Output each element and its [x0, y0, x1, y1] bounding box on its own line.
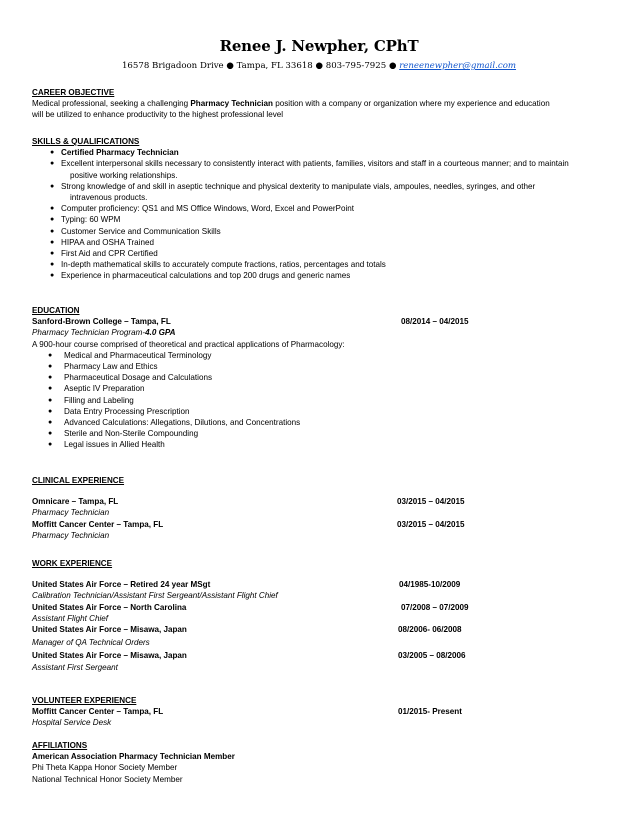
clinical-section — [32, 475, 606, 541]
education-description: A 900-hour course comprised of theoretical and practical applications of Pharmacology: — [32, 339, 345, 349]
clinical-heading: CLINICAL EXPERIENCE — [32, 476, 125, 485]
skill-item: ● Certified Pharmacy Technician — [32, 147, 606, 158]
course-item: ● Medical and Pharmaceutical Terminology — [32, 350, 606, 361]
clinical-employer: Moffitt Cancer Center – Tampa, FL — [32, 519, 164, 529]
skill-item: ● In-depth mathematical skills to accurately compute fractions, ratios, percentages and totals — [32, 259, 606, 270]
skills-section — [32, 136, 606, 282]
work-job-row — [32, 602, 606, 613]
work-title: Manager of QA Technical Orders — [32, 638, 150, 648]
education-school-row — [32, 316, 606, 327]
course-item: ● Legal issues in Allied Health — [32, 439, 606, 450]
education-section — [32, 305, 606, 451]
course-item: ● Aseptic IV Preparation — [32, 383, 606, 394]
objective-text-post: position with a company or organization where my experience and education — [273, 99, 550, 109]
education-course-list — [32, 350, 606, 451]
education-dates: 08/2014 – 04/2015 — [401, 317, 469, 327]
clinical-title: Pharmacy Technician — [32, 508, 110, 518]
work-title: Assistant First Sergeant — [32, 662, 118, 672]
work-dates: 08/2006- 06/2008 — [398, 624, 462, 634]
objective-section — [32, 87, 606, 121]
work-job-row — [32, 624, 606, 635]
volunteer-employer: Moffitt Cancer Center – Tampa, FL — [32, 707, 164, 717]
education-school: Sanford-Brown College – Tampa, FL — [32, 317, 171, 327]
work-dates: 03/2005 – 08/2006 — [398, 651, 466, 661]
objective-text-pre: Medical professional, seeking a challenging — [32, 99, 191, 109]
work-job-row — [32, 579, 606, 590]
affiliation-item: National Technical Honor Society Member — [32, 774, 183, 784]
skill-item: ● Strong knowledge of and skill in aseptic technique and physical dexterity to manipulate vials, ampoules, needles, syringes, and other — [32, 181, 606, 192]
clinical-employer: Omnicare – Tampa, FL — [32, 497, 119, 507]
education-heading: EDUCATION — [32, 306, 80, 315]
work-employer: United States Air Force – Retired 24 year MSgt — [32, 580, 211, 590]
volunteer-row — [32, 706, 606, 717]
work-employer: United States Air Force – North Carolina — [32, 602, 187, 612]
contact-line — [32, 60, 606, 72]
email-link[interactable]: reneenewpher@gmail.com — [399, 61, 517, 71]
affiliations-section — [32, 740, 606, 785]
clinical-job-row — [32, 496, 606, 507]
course-item: ● Advanced Calculations: Allegations, Dilutions, and Concentrations — [32, 417, 606, 428]
work-job-row — [32, 650, 606, 661]
objective-text-line2: will be utilized to enhance productivity to the highest professional level — [32, 110, 284, 120]
education-gpa: 4.0 GPA — [145, 328, 176, 338]
work-employer: United States Air Force – Misawa, Japan — [32, 624, 187, 634]
contact-details: 16578 Brigadoon Drive ● Tampa, FL 33618 ● 803-795-7925 ● — [121, 61, 397, 71]
skill-item-continuation: positive working relationships. — [70, 170, 178, 180]
course-item: ● Filling and Labeling — [32, 395, 606, 406]
course-item: ● Pharmacy Law and Ethics — [32, 361, 606, 372]
objective-text-bold: Pharmacy Technician — [190, 99, 273, 109]
course-item: ● Data Entry Processing Prescription — [32, 406, 606, 417]
affiliation-item: American Association Pharmacy Technician Member — [32, 752, 235, 762]
clinical-job-row — [32, 519, 606, 530]
skill-item: ● First Aid and CPR Certified — [32, 248, 606, 259]
candidate-name: Renee J. Newpher, CPhT — [219, 37, 419, 55]
skill-item: ● Computer proficiency: QS1 and MS Office Windows, Word, Excel and PowerPoint — [32, 203, 606, 214]
clinical-dates: 03/2015 – 04/2015 — [397, 497, 465, 507]
work-dates: 07/2008 – 07/2009 — [401, 602, 469, 612]
skill-item: ● Typing: 60 WPM — [32, 214, 606, 225]
volunteer-dates: 01/2015- Present — [398, 707, 462, 717]
work-dates: 04/1985-10/2009 — [399, 580, 461, 590]
volunteer-title: Hospital Service Desk — [32, 718, 112, 728]
affiliations-heading: AFFILIATIONS — [32, 741, 88, 750]
skill-item: ● HIPAA and OSHA Trained — [32, 237, 606, 248]
volunteer-heading: VOLUNTEER EXPERIENCE — [32, 696, 137, 705]
skill-item: ● Excellent interpersonal skills necessary to consistently interact with patients, families, visitors and staff in a courteous manner; and to maintain — [32, 158, 606, 169]
work-title: Calibration Technician/Assistant First Sergeant/Assistant Flight Chief — [32, 591, 278, 601]
objective-text — [32, 98, 606, 109]
skill-item: ● Experience in pharmaceutical calculations and top 200 drugs and generic names — [32, 270, 606, 281]
course-item: ● Pharmaceutical Dosage and Calculations — [32, 372, 606, 383]
skill-item-continuation: intravenous products. — [70, 193, 148, 203]
work-section — [32, 558, 606, 673]
education-program: Pharmacy Technician Program- — [32, 328, 146, 338]
education-program-line — [32, 327, 606, 338]
volunteer-section — [32, 695, 606, 729]
work-heading: WORK EXPERIENCE — [32, 559, 113, 568]
objective-heading: CAREER OBJECTIVE — [32, 88, 115, 97]
clinical-title: Pharmacy Technician — [32, 530, 110, 540]
clinical-dates: 03/2015 – 04/2015 — [397, 519, 465, 529]
course-item: ● Sterile and Non-Sterile Compounding — [32, 428, 606, 439]
work-title: Assistant Flight Chief — [32, 613, 109, 623]
skills-list — [32, 147, 606, 281]
affiliation-item: Phi Theta Kappa Honor Society Member — [32, 763, 178, 773]
work-employer: United States Air Force – Misawa, Japan — [32, 651, 187, 661]
skills-heading: SKILLS & QUALIFICATIONS — [32, 137, 140, 146]
skill-item: ● Customer Service and Communication Skills — [32, 226, 606, 237]
